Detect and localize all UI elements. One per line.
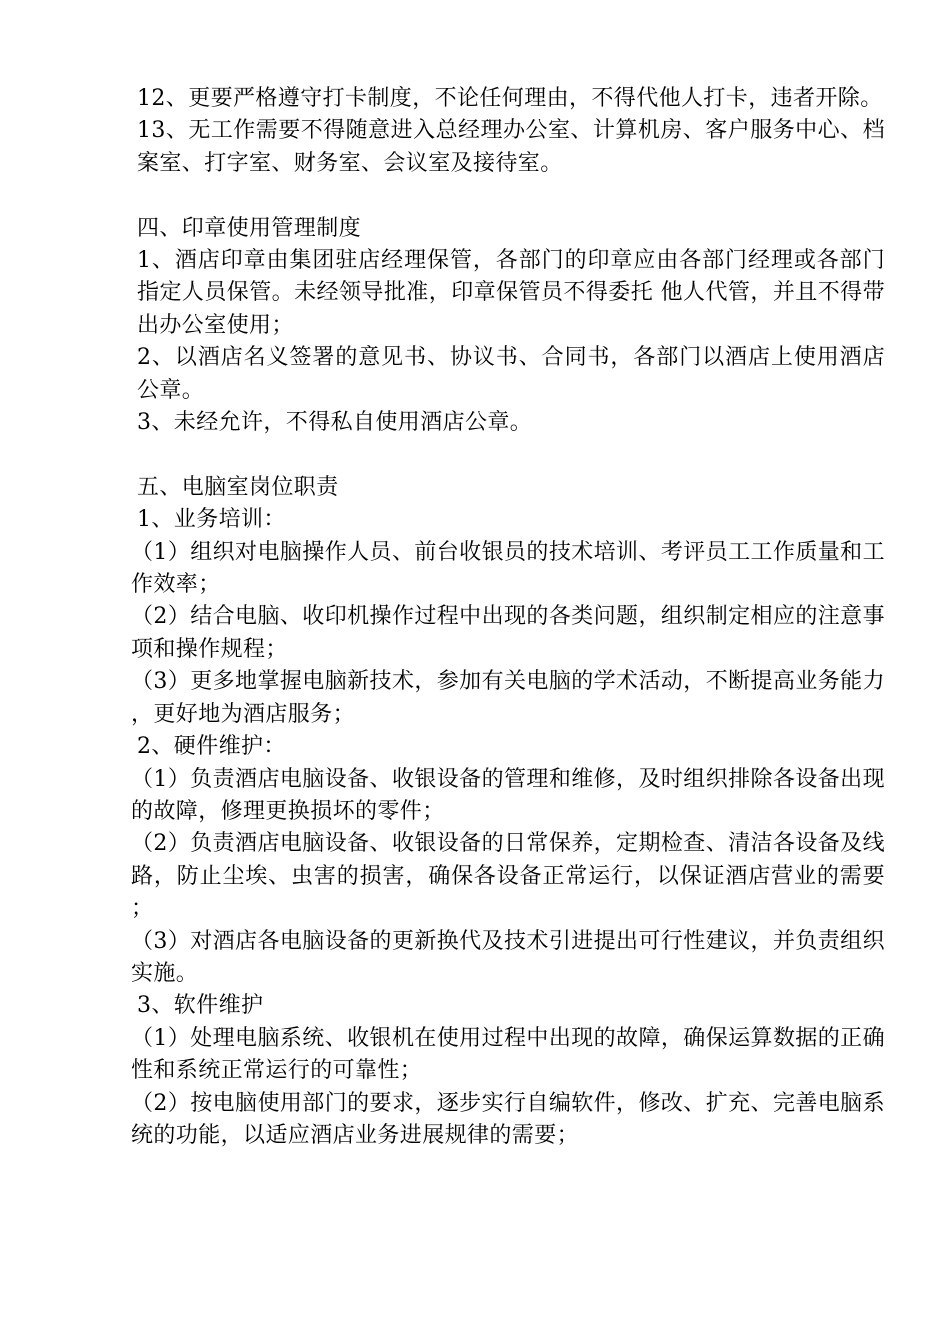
seal-rule-1: 1、酒店印章由集团驻店经理保管，各部门的印章应由各部门经理或各部门指定人员保管。未经领导批准，印章保管员不得委托 他人代管，并且不得带出办公室使用； [137,248,885,338]
duty-hardware-item-1: （1）负责酒店电脑设备、收银设备的管理和维修，及时组织排除各设备出现的故障，修理更换损坏的零件； [131,766,885,824]
document-page [131,83,885,1152]
duty-training-item-3: （3）更多地掌握电脑新技术，参加有关电脑的学术活动，不断提高业务能力，更好地为酒店服务； [131,669,885,727]
duty-hardware-item-2: （2）负责酒店电脑设备、收银设备的日常保养，定期检查、清洁各设备及线路，防止尘埃、虫害的损害，确保各设备正常运行，以保证酒店营业的需要； [131,831,885,922]
duty-group-title-software: 3、软件维护 [137,993,264,1019]
duty-software-item-2: （2）按电脑使用部门的要求，逐步实行自编软件，修改、扩充、完善电脑系统的功能，以适应酒店业务进展规律的需要； [131,1090,885,1148]
duty-software-item-1: （1）处理电脑系统、收银机在使用过程中出现的故障，确保运算数据的正确性和系统正常运行的可靠性； [131,1025,885,1084]
seal-rule-3: 3、未经允许，不得私自使用酒店公章。 [137,410,533,436]
paragraph-gap [137,180,885,212]
section-heading-seal-management: 四、印章使用管理制度 [137,215,362,241]
duty-group-title-training: 1、业务培训： [137,507,286,533]
paragraph-gap [137,439,885,471]
rule-item-12: 12、更要严格遵守打卡制度，不论任何理由，不得代他人打卡，违者开除。 [137,86,883,111]
section-heading-computer-room-duties: 五、电脑室岗位职责 [137,474,339,500]
duty-hardware-item-3: （3）对酒店各电脑设备的更新换代及技术引进提出可行性建议，并负责组织实施。 [131,928,885,986]
duty-group-title-hardware: 2、硬件维护： [137,734,286,760]
duty-training-item-1: （1）组织对电脑操作人员、前台收银员的技术培训、考评员工工作质量和工作效率； [131,539,885,598]
rule-item-13: 13、无工作需要不得随意进入总经理办公室、计算机房、客户服务中心、档案室、打字室、财务室、会议室及接待室。 [137,118,885,176]
duty-training-item-2: （2）结合电脑、收印机操作过程中出现的各类问题，组织制定相应的注意事项和操作规程； [131,604,885,662]
seal-rule-2: 2、以酒店名义签署的意见书、协议书、合同书，各部门以酒店上使用酒店公章。 [137,345,885,403]
